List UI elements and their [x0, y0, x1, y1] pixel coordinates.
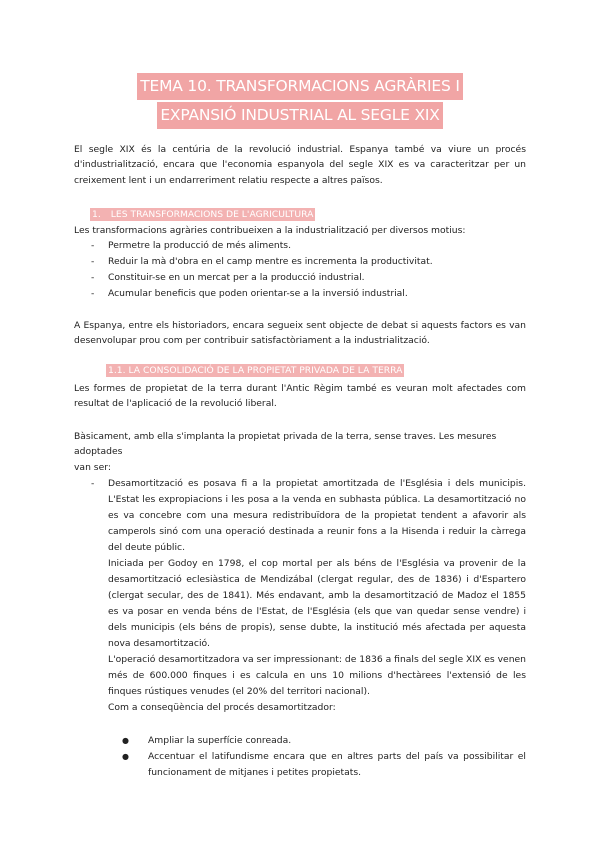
- title-line-1: TEMA 10. TRANSFORMACIONS AGRÀRIES I: [137, 73, 463, 100]
- list-item: - Constituir-se en un mercat per a la producció industrial.: [91, 272, 365, 283]
- page-title: [0, 73, 600, 131]
- section-1-1-para-1: Les formes de propietat de la terra durant l'Antic Règim també es veuran molt afectades com resultat de l'aplicació de la revolució liberal.: [74, 383, 526, 410]
- motives-list: [74, 238, 526, 302]
- intro-paragraph: El segle XIX és la centúria de la revolució industrial. Espanya també va viure un procés d'industrialització, encara que l'economia espanyola del segle XIX es va caracteritzar per un creixement lent i un endarreriment relatiu respecte a altres països.: [74, 144, 526, 186]
- section-1-number: 1.: [92, 209, 101, 220]
- list-item-continuation: Com a conseqüència del procés desamortitzador:: [108, 702, 336, 713]
- section-1-1-heading: 1.1. LA CONSOLIDACIÓ DE LA PROPIETAT PRIVADA DE LA TERRA: [108, 365, 403, 376]
- section-1-lead: Les transformacions agràries contribueixen a la industrialització per diversos motius:: [74, 225, 466, 236]
- list-item: - Desamortització es posava fi a la propietat amortitzada de l'Església i dels municipis. L'Estat les expropiacions i les posa a la venda en subhasta pública. La desamortització no es va concebre com una mesura redistribuïdora de la propietat tendent a afavorir als camperols sinó com una operació destinada a reunir fons a la Hisenda i reduir la càrrega del deute públic.: [91, 478, 526, 553]
- section-1-title: LES TRANSFORMACIONS DE L'AGRICULTURA: [110, 209, 314, 220]
- list-item: - Reduir la mà d'obra en el camp mentre es incrementa la productivitat.: [91, 256, 433, 267]
- bullet-icon: ●: [122, 752, 129, 761]
- section-1-1-para-2: Bàsicament, amb ella s'implanta la propietat privada de la terra, sense traves. Les mesures adoptades van ser:: [74, 431, 497, 473]
- list-item-continuation: L'operació desamortitzadora va ser impressionant: de 1836 a finals del segle XIX es venen més de 600.000 finques i es calcula en uns 10 milions d'hectàrees l'extensió de les finques rústiques venudes (el 20% del territori nacional).: [108, 654, 526, 697]
- list-item: - Permetre la producció de més aliments.: [91, 240, 291, 251]
- list-item-continuation: Iniciada per Godoy en 1798, el cop mortal per als béns de l'Església va provenir de la desamortització eclesiàstica de Mendizábal (clergat regular, des de 1836) i d'Espartero (clergat secular, des de 1841). Més endavant, amb la desamortització de Madoz el 1855 es va posar en venda béns de l'Estat, de l'Església (els que van quedar sense vendre) i dels municipis (els béns de propis), sense dubte, la institució més afectada per aquesta nova desamortització.: [108, 558, 526, 649]
- list-item: - Acumular beneficis que poden orientar-se a la inversió industrial.: [91, 288, 408, 299]
- consequences-list: [108, 733, 526, 781]
- list-item: ● Ampliar la superfície conreada.: [108, 733, 526, 749]
- title-line-2: EXPANSIÓ INDUSTRIAL AL SEGLE XIX: [157, 102, 442, 129]
- desamortitzacio-block: [74, 476, 526, 716]
- list-item: ● Accentuar el latifundisme encara que en altres parts del país va possibilitar el funcionament de mitjanes i petites propietats.: [122, 751, 526, 778]
- section-1-closing: A Espanya, entre els historiadors, encara segueix sent objecte de debat si aquests factors es van desenvolupar prou com per contribuir satisfactòriament a la industrialització.: [74, 320, 526, 347]
- section-1-heading: [90, 208, 315, 221]
- bullet-icon: ●: [122, 736, 129, 745]
